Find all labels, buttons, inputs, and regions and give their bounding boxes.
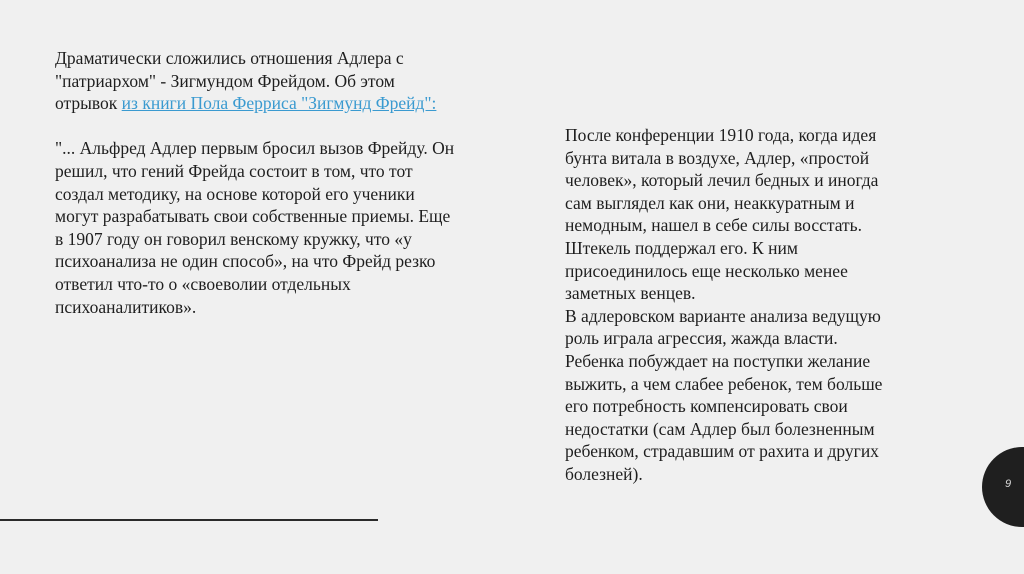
right-line-15: ребенком, страдавшим от рахита и других <box>565 441 879 462</box>
intro-line-1: Драматически сложились отношения Адлера с <box>55 48 404 68</box>
quote-line-2: решил, что гений Фрейда состоит в том, что тот <box>55 160 413 181</box>
quote-line-8: психоаналитиков». <box>55 296 197 317</box>
quote-line-6: психоанализа не один способ», на что Фрейд резко <box>55 251 436 272</box>
quote-line-3: создал методику, на основе которой его ученики <box>55 183 415 204</box>
right-text-block <box>565 124 985 486</box>
bottom-divider <box>0 519 378 521</box>
right-line-6: Штекель поддержал его. К ним <box>565 237 798 258</box>
intro-line-3 <box>55 92 555 115</box>
paragraph-gap <box>55 115 555 138</box>
right-line-8: заметных венцев. <box>565 283 696 304</box>
right-line-10: роль играла агрессия, жажда власти. <box>565 328 838 349</box>
left-text-block <box>55 47 555 318</box>
right-line-16: болезней). <box>565 463 643 484</box>
page-number: 9 <box>1004 478 1012 490</box>
quote-line-1: "... Альфред Адлер первым бросил вызов Фрейду. Он <box>55 138 455 159</box>
quote-line-7: ответил что-то о «своеволии отдельных <box>55 273 351 294</box>
right-line-1: После конференции 1910 года, когда идея <box>565 125 877 145</box>
quote-line-4: могут разрабатывать свои собственные приемы. Еще <box>55 206 451 227</box>
right-line-12: выжить, а чем слабее ребенок, тем больше <box>565 373 883 394</box>
right-line-2: бунта витала в воздухе, Адлер, «простой <box>565 147 870 168</box>
right-line-9: В адлеровском варианте анализа ведущую <box>565 305 881 326</box>
intro-prefix: отрывок <box>55 93 122 114</box>
right-line-14: недостатки (сам Адлер был болезненным <box>565 418 875 439</box>
right-line-13: его потребность компенсировать свои <box>565 396 848 417</box>
quote-line-5: в 1907 году он говорил венскому кружку, что «у <box>55 228 412 249</box>
right-line-11: Ребенка побуждает на поступки желание <box>565 350 871 371</box>
book-link[interactable]: из книги Пола Ферриса "Зигмунд Фрейд": <box>121 93 437 114</box>
right-line-7: присоединилось еще несколько менее <box>565 260 848 281</box>
intro-line-2: "патриархом" - Зигмундом Фрейдом. Об этом <box>55 70 395 91</box>
right-line-4: сам выглядел как они, неаккуратным и <box>565 192 855 213</box>
right-line-3: человек», который лечил бедных и иногда <box>565 170 879 191</box>
right-line-5: немодным, нашел в себе силы восстать. <box>565 215 863 236</box>
